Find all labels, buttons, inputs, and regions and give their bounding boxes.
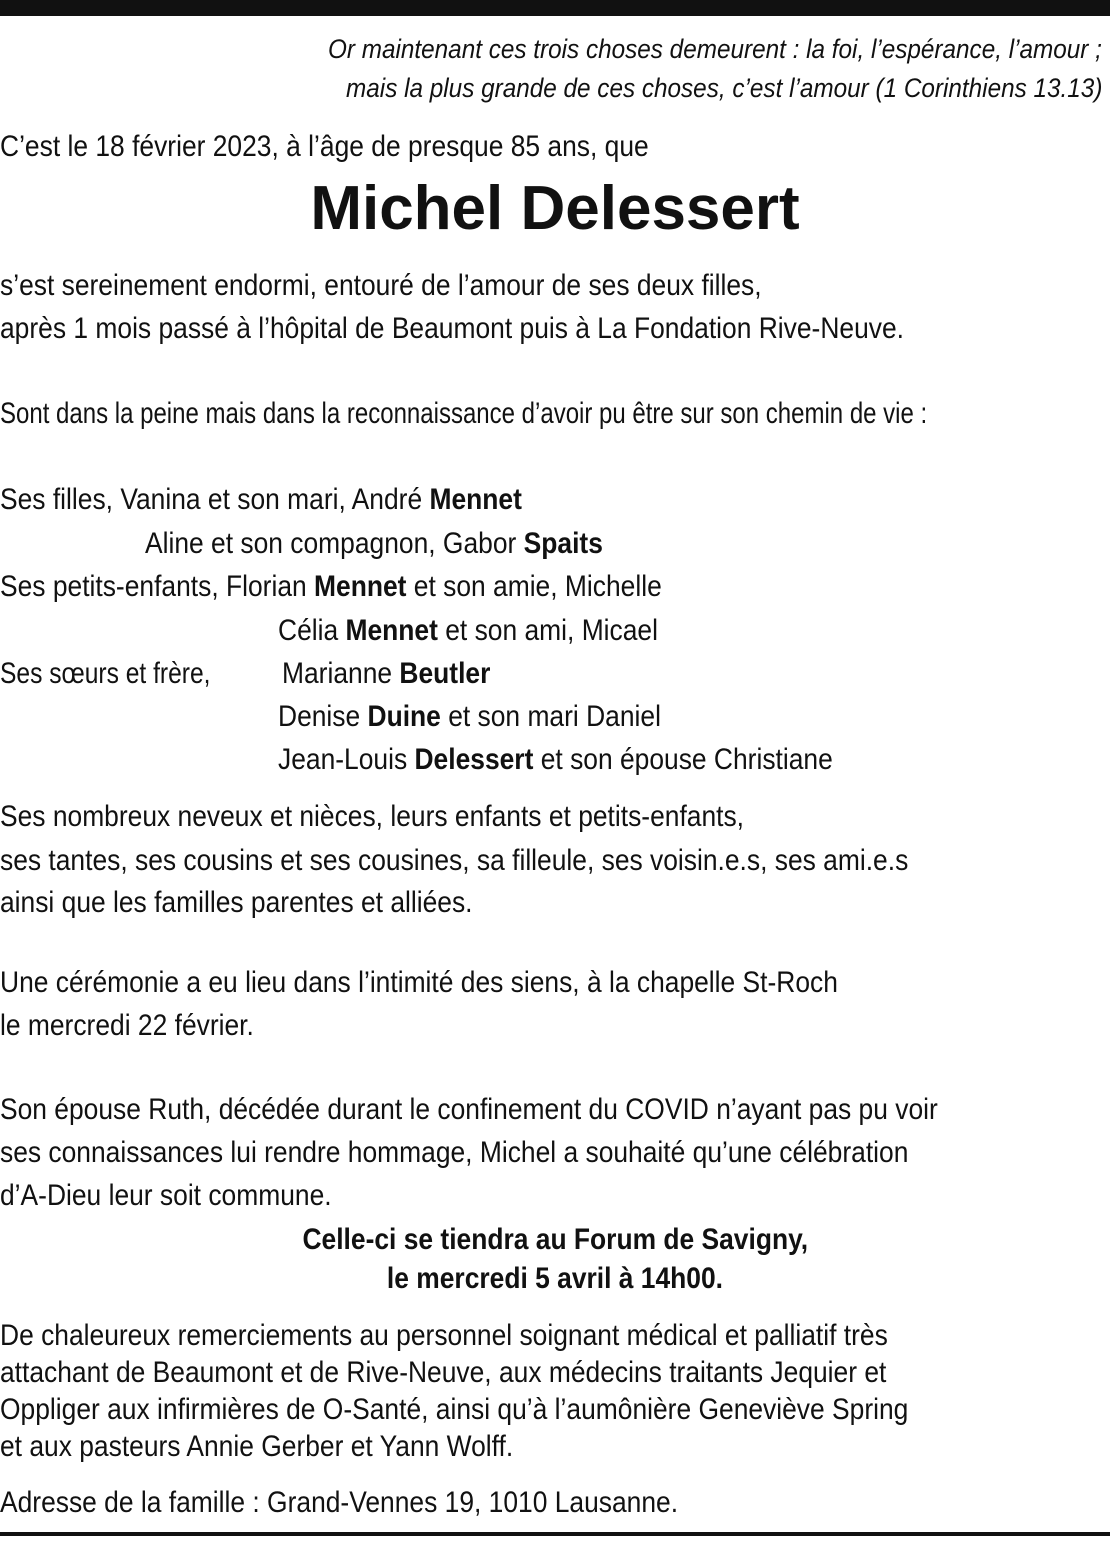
family-sibling-line-2 bbox=[278, 697, 661, 737]
daughter-1-surname: Mennet bbox=[429, 483, 522, 516]
thanks-line-4: et aux pasteurs Annie Gerber et Yann Wolff. bbox=[0, 1430, 514, 1463]
sibling-3-name: Jean-Louis bbox=[278, 743, 415, 776]
family-grandchildren-line-2 bbox=[278, 611, 658, 651]
daughter-1-name: Vanina et son mari, André bbox=[120, 483, 430, 516]
celebration-line-1 bbox=[0, 1220, 1110, 1260]
verse-line-2: mais la plus grande de ces choses, c’est l’amour (1 Corinthiens 13.13) bbox=[345, 73, 1102, 103]
family-daughters-line-1 bbox=[0, 480, 522, 520]
family-address: Adresse de la famille : Grand-Vennes 19, 1010 Lausanne. bbox=[0, 1486, 679, 1519]
mourners-intro: Sont dans la peine mais dans la reconnaissance d’avoir pu être sur son chemin de vie : bbox=[0, 397, 928, 430]
thanks-line-2: attachant de Beaumont et de Rive-Neuve, aux médecins traitants Jequier et bbox=[0, 1356, 887, 1389]
passing-line-1: s’est sereinement endormi, entouré de l’amour de ses deux filles, bbox=[0, 269, 762, 302]
sibling-2-surname: Duine bbox=[367, 700, 441, 733]
celebration-date: le mercredi 5 avril à 14h00. bbox=[386, 1262, 724, 1295]
family-sibling-line-1 bbox=[282, 654, 490, 694]
ceremony-line-2: le mercredi 22 février. bbox=[0, 1009, 254, 1042]
grandchild-1-partner: et son amie, Michelle bbox=[406, 570, 662, 603]
spouse-line-2: ses connaissances lui rendre hommage, Michel a souhaité qu’une célébration bbox=[0, 1136, 909, 1169]
grandchild-2-partner: et son ami, Micael bbox=[437, 614, 658, 647]
deceased-name: Michel Delessert bbox=[310, 174, 800, 243]
sibling-1-name: Marianne bbox=[282, 657, 400, 690]
daughter-2-name: Aline et son compagnon, Gabor bbox=[145, 527, 524, 560]
family-grandchildren-line-1 bbox=[0, 567, 662, 607]
family-sibling-line-3 bbox=[278, 740, 833, 780]
sibling-2-partner: et son mari Daniel bbox=[440, 700, 661, 733]
daughter-2-surname: Spaits bbox=[523, 527, 603, 560]
passing-line-2: après 1 mois passé à l’hôpital de Beaumont puis à La Fondation Rive-Neuve. bbox=[0, 312, 904, 345]
family-daughters-line-2 bbox=[145, 524, 603, 564]
daughters-label: Ses filles, bbox=[0, 483, 121, 516]
sibling-1-surname: Beutler bbox=[399, 657, 491, 690]
ceremony-line-1: Une cérémonie a eu lieu dans l’intimité des siens, à la chapelle St-Roch bbox=[0, 966, 838, 999]
thanks-line-3: Oppliger aux infirmières de O-Santé, ainsi qu’à l’aumônière Geneviève Spring bbox=[0, 1393, 909, 1426]
celebration-line-2 bbox=[0, 1259, 1110, 1299]
siblings-label: Ses sœurs et frère, bbox=[0, 657, 211, 690]
sibling-2-name: Denise bbox=[278, 700, 368, 733]
verse-line-1: Or maintenant ces trois choses demeurent : la foi, l’espérance, l’amour ; bbox=[328, 34, 1102, 64]
grandchild-2-name: Célia bbox=[278, 614, 346, 647]
spouse-line-3: d’A-Dieu leur soit commune. bbox=[0, 1179, 332, 1212]
extended-line-2: ses tantes, ses cousins et ses cousines, sa filleule, ses voisin.e.s, ses ami.e.s bbox=[0, 844, 909, 877]
thanks-line-1: De chaleureux remerciements au personnel soignant médical et palliatif très bbox=[0, 1319, 888, 1352]
grandchild-2-surname: Mennet bbox=[345, 614, 438, 647]
intro-text: C’est le 18 février 2023, à l’âge de presque 85 ans, que bbox=[0, 130, 649, 163]
grandchild-1-name: Florian bbox=[225, 570, 315, 603]
extended-line-3: ainsi que les familles parentes et alliées. bbox=[0, 886, 473, 919]
grandchild-1-surname: Mennet bbox=[314, 570, 407, 603]
celebration-place: Celle-ci se tiendra au Forum de Savigny, bbox=[302, 1223, 808, 1256]
sibling-3-surname: Delessert bbox=[414, 743, 534, 776]
bottom-border bbox=[0, 1532, 1110, 1536]
grandchildren-label: Ses petits-enfants, bbox=[0, 570, 226, 603]
spouse-line-1: Son épouse Ruth, décédée durant le confinement du COVID n’ayant pas pu voir bbox=[0, 1093, 938, 1126]
top-border bbox=[0, 0, 1110, 16]
sibling-3-partner: et son épouse Christiane bbox=[533, 743, 833, 776]
extended-line-1: Ses nombreux neveux et nièces, leurs enfants et petits-enfants, bbox=[0, 800, 745, 833]
